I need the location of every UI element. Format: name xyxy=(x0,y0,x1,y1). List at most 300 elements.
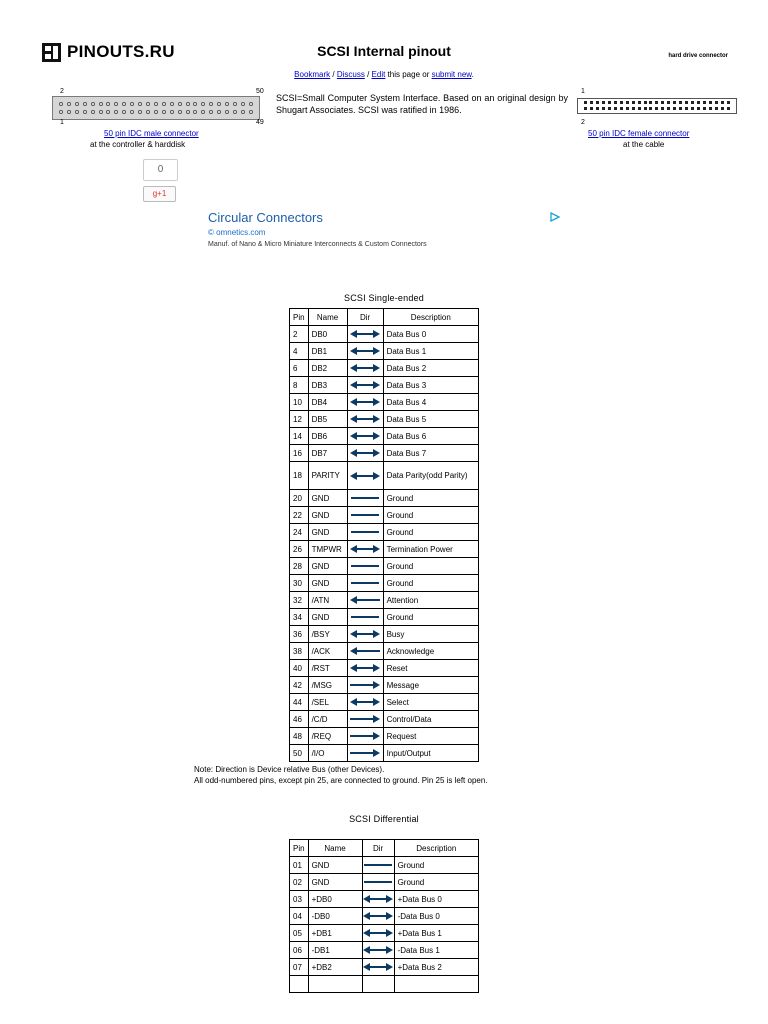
direction-cell xyxy=(347,490,383,507)
pin-cell: 18 xyxy=(290,462,309,490)
pin-cell: 48 xyxy=(290,728,309,745)
connector-pin xyxy=(709,101,712,104)
table-row xyxy=(290,959,479,976)
column-header: Name xyxy=(308,309,347,326)
connector-pin xyxy=(138,102,142,106)
connector-pin xyxy=(249,110,253,114)
pin-cell: 12 xyxy=(290,411,309,428)
table-row xyxy=(290,541,479,558)
double-arrow-icon xyxy=(350,414,380,424)
direction-cell xyxy=(362,874,394,891)
connector-pin xyxy=(217,110,221,114)
pin-cell: 26 xyxy=(290,541,309,558)
connector-pin xyxy=(91,102,95,106)
direction-cell xyxy=(347,445,383,462)
signal-name-cell: /REQ xyxy=(308,728,347,745)
connector-pin xyxy=(626,101,629,104)
ground-line-icon xyxy=(350,527,380,537)
connector-pin xyxy=(602,101,605,104)
pin-cell: 22 xyxy=(290,507,309,524)
direction-cell xyxy=(347,626,383,643)
pin-cell: 44 xyxy=(290,694,309,711)
description-cell: Ground xyxy=(394,874,478,891)
connector-body xyxy=(52,96,260,120)
connector-pin xyxy=(59,102,63,106)
description-cell: Data Bus 6 xyxy=(383,428,478,445)
single-ended-table xyxy=(289,308,479,762)
direction-cell xyxy=(347,394,383,411)
direction-cell xyxy=(362,942,394,959)
connector-pin xyxy=(67,102,71,106)
connector-pin xyxy=(178,110,182,114)
connector-pin xyxy=(715,101,718,104)
differential-title: SCSI Differential xyxy=(349,814,419,824)
connector-pin xyxy=(193,110,197,114)
table-row xyxy=(290,643,479,660)
connector-pin xyxy=(130,102,134,106)
direction-cell xyxy=(362,857,394,874)
pin-label: 50 xyxy=(256,88,264,95)
connector-pin xyxy=(614,101,617,104)
connector-pin xyxy=(209,110,213,114)
double-arrow-icon xyxy=(350,363,380,373)
signal-name-cell: GND xyxy=(308,507,347,524)
pin-cell: 42 xyxy=(290,677,309,694)
pin-cell: 50 xyxy=(290,745,309,762)
connector-pin xyxy=(614,107,617,110)
signal-name-cell: /MSG xyxy=(308,677,347,694)
direction-cell xyxy=(347,343,383,360)
description-cell: Termination Power xyxy=(383,541,478,558)
page-title: SCSI Internal pinout xyxy=(317,43,451,59)
direction-cell xyxy=(347,462,383,490)
connector-pin xyxy=(632,101,635,104)
pin-cell: 28 xyxy=(290,558,309,575)
female-connector-caption: at the cable xyxy=(623,140,665,149)
direction-cell xyxy=(362,959,394,976)
signal-name-cell: /ATN xyxy=(308,592,347,609)
connector-pin xyxy=(703,107,706,110)
connector-pin xyxy=(590,107,593,110)
connector-pin xyxy=(602,107,605,110)
table-row xyxy=(290,857,479,874)
edit-link[interactable]: Edit xyxy=(371,70,386,79)
description-cell: +Data Bus 2 xyxy=(394,959,478,976)
pin-cell: 16 xyxy=(290,445,309,462)
direction-cell xyxy=(347,541,383,558)
connector-pin xyxy=(697,107,700,110)
connector-pin xyxy=(225,102,229,106)
female-connector-link[interactable]: 50 pin IDC female connector xyxy=(588,129,690,138)
column-header: Dir xyxy=(347,309,383,326)
signal-name-cell: GND xyxy=(308,490,347,507)
table-row xyxy=(290,660,479,677)
description-cell: Reset xyxy=(383,660,478,677)
description-cell: Input/Output xyxy=(383,745,478,762)
connector-pin xyxy=(178,102,182,106)
signal-name-cell: DB4 xyxy=(308,394,347,411)
direction-cell xyxy=(347,592,383,609)
connector-pin xyxy=(709,107,712,110)
connector-pin xyxy=(638,107,641,110)
ground-line-icon xyxy=(350,612,380,622)
connector-pin xyxy=(233,110,237,114)
table-row xyxy=(290,360,479,377)
ad-title[interactable]: Circular Connectors xyxy=(208,210,323,225)
pin-cell: 10 xyxy=(290,394,309,411)
pin-cell: 20 xyxy=(290,490,309,507)
table-row xyxy=(290,728,479,745)
signal-name-cell: -DB1 xyxy=(308,942,362,959)
column-header: Dir xyxy=(362,840,394,857)
pin-cell: 07 xyxy=(290,959,309,976)
connector-pin xyxy=(596,101,599,104)
connector-pin xyxy=(154,110,158,114)
table-row xyxy=(290,891,479,908)
direction-cell xyxy=(347,745,383,762)
direction-cell xyxy=(347,711,383,728)
connector-pin xyxy=(114,110,118,114)
direction-cell xyxy=(347,360,383,377)
double-arrow-icon xyxy=(350,397,380,407)
signal-name-cell: +DB0 xyxy=(308,891,362,908)
separator: / xyxy=(364,70,372,79)
direction-cell xyxy=(362,891,394,908)
connector-pin xyxy=(241,110,245,114)
connector-pin xyxy=(721,101,724,104)
table-row xyxy=(290,745,479,762)
description-cell: -Data Bus 1 xyxy=(394,942,478,959)
connector-pin xyxy=(106,110,110,114)
left-arrow-icon xyxy=(350,646,380,656)
table-row xyxy=(290,925,479,942)
pin-label: 1 xyxy=(60,119,64,126)
description-cell: Attention xyxy=(383,592,478,609)
direction-cell xyxy=(347,609,383,626)
ad-block[interactable] xyxy=(208,210,564,248)
connector-pin xyxy=(608,101,611,104)
pin-cell: 8 xyxy=(290,377,309,394)
double-arrow-icon xyxy=(350,663,380,673)
discuss-link[interactable]: Discuss xyxy=(336,70,365,79)
connector-pin xyxy=(162,110,166,114)
double-arrow-icon xyxy=(363,945,393,955)
description-cell: Request xyxy=(383,728,478,745)
connector-pin xyxy=(146,110,150,114)
connector-pin xyxy=(727,101,730,104)
pin-cell: 06 xyxy=(290,942,309,959)
description-cell: Data Parity(odd Parity) xyxy=(383,462,478,490)
signal-name-cell: DB2 xyxy=(308,360,347,377)
connector-pin xyxy=(241,102,245,106)
table-row xyxy=(290,326,479,343)
ground-line-icon xyxy=(350,561,380,571)
actions-text: this page or xyxy=(385,70,432,79)
direction-cell xyxy=(347,728,383,745)
column-header: Description xyxy=(394,840,478,857)
description-cell: Data Bus 5 xyxy=(383,411,478,428)
pin-cell: 24 xyxy=(290,524,309,541)
column-header: Pin xyxy=(290,309,309,326)
description-cell: Data Bus 7 xyxy=(383,445,478,462)
connector-pin xyxy=(679,107,682,110)
direction-cell xyxy=(347,377,383,394)
description-cell: -Data Bus 0 xyxy=(394,908,478,925)
direction-cell xyxy=(347,643,383,660)
connector-pin xyxy=(186,110,190,114)
ground-line-icon xyxy=(363,877,393,887)
double-arrow-icon xyxy=(363,928,393,938)
description-cell: Acknowledge xyxy=(383,643,478,660)
connector-pin xyxy=(590,101,593,104)
pin-cell: 36 xyxy=(290,626,309,643)
connector-pin xyxy=(649,107,652,110)
signal-name-cell: +DB2 xyxy=(308,959,362,976)
description-cell: Data Bus 0 xyxy=(383,326,478,343)
table-row xyxy=(290,343,479,360)
column-header: Pin xyxy=(290,840,309,857)
connector-pin xyxy=(138,110,142,114)
connector-pin xyxy=(233,102,237,106)
table-row xyxy=(290,694,479,711)
signal-name-cell: DB0 xyxy=(308,326,347,343)
signal-name-cell: GND xyxy=(308,857,362,874)
signal-name-cell: /I/O xyxy=(308,745,347,762)
description-cell: Ground xyxy=(383,507,478,524)
table-row xyxy=(290,507,479,524)
direction-cell xyxy=(347,411,383,428)
connector-pin xyxy=(685,101,688,104)
right-arrow-icon xyxy=(350,731,380,741)
connector-pin xyxy=(225,110,229,114)
table-row xyxy=(290,377,479,394)
pin-cell: 32 xyxy=(290,592,309,609)
connector-pin xyxy=(162,102,166,106)
double-arrow-icon xyxy=(350,380,380,390)
double-arrow-icon xyxy=(350,448,380,458)
direction-cell xyxy=(347,558,383,575)
table-row xyxy=(290,445,479,462)
signal-name-cell xyxy=(308,976,362,993)
connector-pin xyxy=(75,102,79,106)
connector-pin xyxy=(673,107,676,110)
double-arrow-icon xyxy=(350,431,380,441)
left-arrow-icon xyxy=(350,595,380,605)
table-row xyxy=(290,677,479,694)
description-cell: Message xyxy=(383,677,478,694)
connector-pin xyxy=(644,101,647,104)
description-cell: Select xyxy=(383,694,478,711)
table-row xyxy=(290,711,479,728)
ground-line-icon xyxy=(350,510,380,520)
table-row xyxy=(290,626,479,643)
signal-name-cell: TMPWR xyxy=(308,541,347,558)
direction-cell xyxy=(347,428,383,445)
ground-line-icon xyxy=(350,578,380,588)
connector-pin xyxy=(99,102,103,106)
site-name: PINOUTS.RU xyxy=(67,42,175,61)
ad-url[interactable]: © omnetics.com xyxy=(208,228,266,237)
signal-name-cell: DB1 xyxy=(308,343,347,360)
connector-pin xyxy=(685,107,688,110)
connector-pin xyxy=(697,101,700,104)
double-arrow-icon xyxy=(350,629,380,639)
connector-pin xyxy=(75,110,79,114)
connector-pin xyxy=(67,110,71,114)
pin-cell: 01 xyxy=(290,857,309,874)
pin-label: 49 xyxy=(256,119,264,126)
pin-cell xyxy=(290,976,309,993)
signal-name-cell: /C/D xyxy=(308,711,347,728)
direction-cell xyxy=(362,925,394,942)
direction-cell xyxy=(362,976,394,993)
connector-pin xyxy=(644,107,647,110)
table-row xyxy=(290,942,479,959)
direction-cell xyxy=(347,507,383,524)
signal-name-cell: /BSY xyxy=(308,626,347,643)
description-cell: +Data Bus 1 xyxy=(394,925,478,942)
connector-pin xyxy=(59,110,63,114)
signal-name-cell: DB7 xyxy=(308,445,347,462)
connector-pin xyxy=(584,107,587,110)
google-plus-button[interactable]: g+1 xyxy=(143,186,176,202)
direction-cell xyxy=(347,524,383,541)
connector-pin xyxy=(584,101,587,104)
pin-cell: 02 xyxy=(290,874,309,891)
table-row xyxy=(290,609,479,626)
single-ended-title: SCSI Single-ended xyxy=(344,293,424,303)
signal-name-cell: /ACK xyxy=(308,643,347,660)
connector-pin xyxy=(170,102,174,106)
connector-pin xyxy=(186,102,190,106)
page-actions xyxy=(0,70,768,79)
double-arrow-icon xyxy=(363,894,393,904)
separator: / xyxy=(330,70,337,79)
double-arrow-icon xyxy=(363,962,393,972)
male-connector-link[interactable]: 50 pin IDC male connector xyxy=(104,129,199,138)
ad-description: Manuf. of Nano & Micro Miniature Interconnects & Custom Connectors xyxy=(208,241,427,248)
description-cell: Ground xyxy=(383,558,478,575)
pin-cell: 6 xyxy=(290,360,309,377)
signal-name-cell: GND xyxy=(308,609,347,626)
pin-cell: 14 xyxy=(290,428,309,445)
signal-name-cell: DB5 xyxy=(308,411,347,428)
signal-name-cell: DB3 xyxy=(308,377,347,394)
double-arrow-icon xyxy=(350,346,380,356)
connector-pin xyxy=(667,101,670,104)
pin-label: 1 xyxy=(581,88,585,95)
table-row xyxy=(290,874,479,891)
direction-cell xyxy=(362,908,394,925)
connector-pin xyxy=(649,101,652,104)
connector-pin xyxy=(715,107,718,110)
right-arrow-icon xyxy=(350,714,380,724)
description-cell xyxy=(394,976,478,993)
connector-pin xyxy=(146,102,150,106)
right-arrow-icon xyxy=(350,748,380,758)
connector-pin xyxy=(661,107,664,110)
description-cell: Busy xyxy=(383,626,478,643)
connector-pin xyxy=(620,107,623,110)
column-header: Description xyxy=(383,309,478,326)
connector-pin xyxy=(201,102,205,106)
connector-pin xyxy=(655,107,658,110)
submit-new-link[interactable]: submit new xyxy=(431,70,472,79)
description-cell: Control/Data xyxy=(383,711,478,728)
direction-cell xyxy=(347,326,383,343)
connector-pin xyxy=(83,102,87,106)
pin-cell: 05 xyxy=(290,925,309,942)
connector-pin xyxy=(130,110,134,114)
direction-cell xyxy=(347,660,383,677)
connector-pin xyxy=(679,101,682,104)
connector-pin xyxy=(106,102,110,106)
pin-cell: 30 xyxy=(290,575,309,592)
adchoices-icon[interactable] xyxy=(550,212,560,222)
description-cell: Ground xyxy=(383,524,478,541)
direction-cell xyxy=(347,575,383,592)
connector-pin xyxy=(201,110,205,114)
connector-pin xyxy=(114,102,118,106)
double-arrow-icon xyxy=(350,329,380,339)
connector-pin xyxy=(122,110,126,114)
pin-cell: 46 xyxy=(290,711,309,728)
connector-pin xyxy=(632,107,635,110)
connector-pin xyxy=(673,101,676,104)
connector-pin xyxy=(703,101,706,104)
double-arrow-icon xyxy=(350,471,380,481)
table-row xyxy=(290,524,479,541)
table-row xyxy=(290,411,479,428)
pin-cell: 04 xyxy=(290,908,309,925)
differential-table xyxy=(289,839,479,993)
like-count-button[interactable]: 0 xyxy=(143,159,178,181)
description-cell: Ground xyxy=(383,490,478,507)
double-arrow-icon xyxy=(350,544,380,554)
connector-pin xyxy=(209,102,213,106)
bookmark-link[interactable]: Bookmark xyxy=(294,70,331,79)
connector-pin xyxy=(620,101,623,104)
actions-end: . xyxy=(471,70,474,79)
table-row xyxy=(290,428,479,445)
connector-pin xyxy=(638,101,641,104)
connector-pin xyxy=(721,107,724,110)
connector-pin xyxy=(667,107,670,110)
table-row xyxy=(290,558,479,575)
ad-url-icon: © xyxy=(208,228,217,237)
connector-pin xyxy=(655,101,658,104)
table-row xyxy=(290,575,479,592)
connector-pin xyxy=(217,102,221,106)
double-arrow-icon xyxy=(363,911,393,921)
connector-pin xyxy=(193,102,197,106)
signal-name-cell: /RST xyxy=(308,660,347,677)
description-cell: Ground xyxy=(394,857,478,874)
pin-cell: 03 xyxy=(290,891,309,908)
signal-name-cell: -DB0 xyxy=(308,908,362,925)
connector-pin xyxy=(691,107,694,110)
description-cell: Ground xyxy=(383,575,478,592)
page-tagline: hard drive connector xyxy=(668,53,728,59)
connector-pin xyxy=(83,110,87,114)
description-cell: +Data Bus 0 xyxy=(394,891,478,908)
table-row xyxy=(290,490,479,507)
signal-name-cell: DB6 xyxy=(308,428,347,445)
ground-line-icon xyxy=(350,493,380,503)
note-line: Note: Direction is Device relative Bus (other Devices). xyxy=(194,765,385,774)
connector-pin xyxy=(154,102,158,106)
column-header: Name xyxy=(308,840,362,857)
